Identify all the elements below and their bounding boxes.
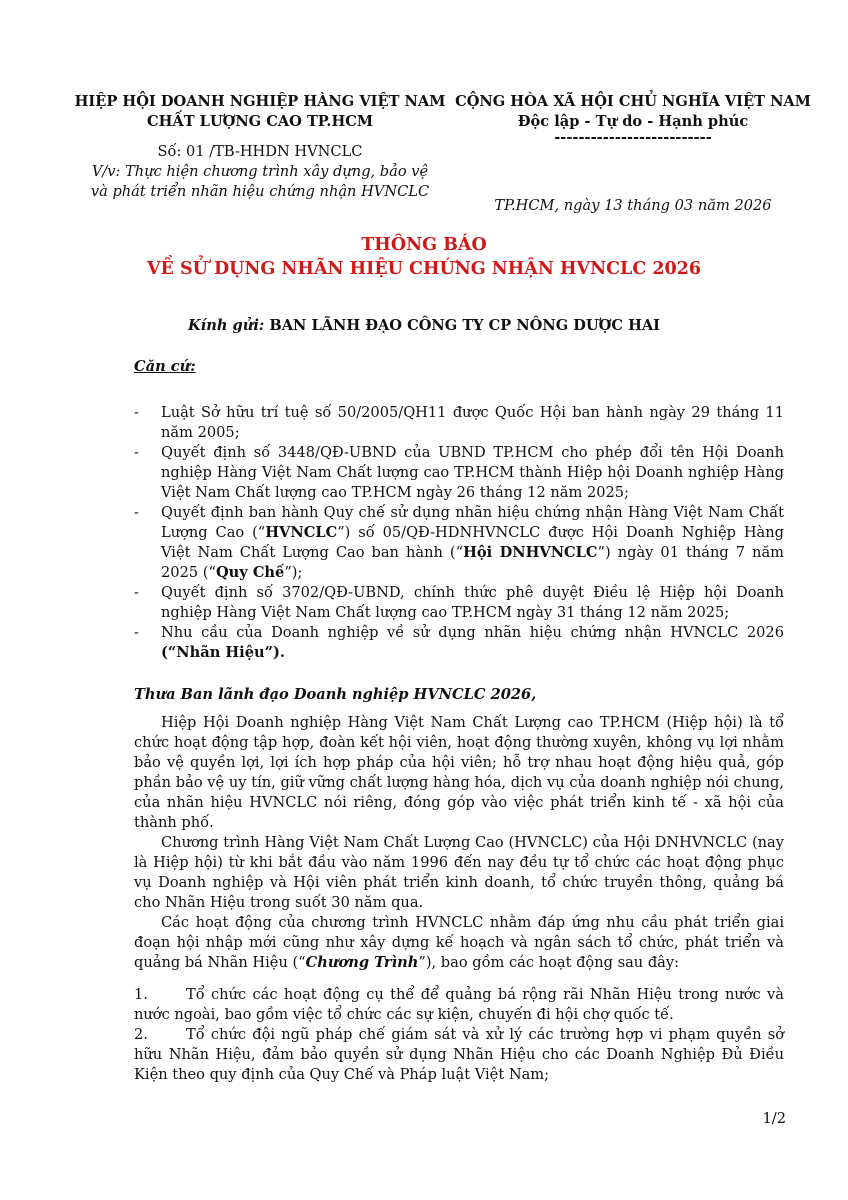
paragraph-text: Chương trình Hàng Việt Nam Chất Lượng Cao (HVNCLC) của Hội DNHVNCLC (nay là Hiệp hội) từ khi bắt đầu vào năm 1996 đến nay đều tự tổ chức các hoạt động phục vụ Doanh nghiệp và Hội viên phát triển kinh doanh, tổ chức truyền thông, quảng bá cho Nhãn Hiệu trong suốt 30 năm qua.	[134, 834, 784, 911]
basis-term-hoi: Hội DNHVNCLC	[463, 544, 598, 561]
basis-text: Quyết định số 3448/QĐ-UBND của UBND TP.HCM cho phép đổi tên Hội Doanh nghiệp Hàng Việt Nam Chất lượng cao TP.HCM thành Hiệp hội Doanh nghiệp Hàng Việt Nam Chất lượng cao TP.HCM ngày 26 tháng 12 năm 2025;	[161, 444, 784, 501]
basis-text: Quyết định ban hành Quy chế sử dụng nhãn hiệu chứng nhận Hàng Việt Nam Chất Lượng Cao (“	[161, 504, 784, 541]
header-separator: --------------------------	[554, 129, 712, 146]
basis-text: ”);	[284, 564, 303, 581]
basis-term-nhanhieu: (“Nhãn Hiệu”).	[161, 644, 286, 661]
issuer-name-line1: HIỆP HỘI DOANH NGHIỆP HÀNG VIỆT NAM	[74, 93, 446, 110]
subject-line2: và phát triển nhãn hiệu chứng nhận HVNCLC	[90, 183, 430, 200]
page-number: 1/2	[762, 1110, 786, 1127]
activity-text: Tổ chức các hoạt động cụ thể để quảng bá rộng rãi Nhãn Hiệu trong nước và nước ngoài, bao gồm việc tổ chức các sự kiện, chuyến đi hội chợ quốc tế.	[134, 986, 784, 1023]
title-line2: VỀ SỬ DỤNG NHÃN HIỆU CHỨNG NHẬN HVNCLC 2026	[146, 259, 702, 279]
activity-number: 2.	[134, 1026, 148, 1043]
basis-text: ”) số 05/QĐ-HDNHVNCLC được Hội Doanh Nghiệp Hàng Việt Nam Chất Lượng Cao ban hành (“	[161, 524, 784, 561]
paragraph-text: Các hoạt động của chương trình HVNCLC nhằm đáp ứng nhu cầu phát triển giai đoạn hội nhập mới cũng như xây dựng kế hoạch và ngân sách tổ chức, phát triển và quảng bá Nhãn Hiệu (“	[134, 914, 784, 971]
activity-item	[134, 1025, 784, 1085]
issuer-name-line2: CHẤT LƯỢNG CAO TP.HCM	[146, 113, 374, 130]
activity-item	[134, 985, 784, 1025]
term-chuong-trinh: Chương Trình	[305, 954, 419, 971]
recipient-label: Kính gửi:	[187, 317, 265, 334]
basis-item	[134, 443, 784, 503]
basis-item	[134, 583, 784, 623]
basis-text: Quyết định số 3702/QĐ-UBND, chính thức phê duyệt Điều lệ Hiệp hội Doanh nghiệp Hàng Việt Nam Chất lượng cao TP.HCM ngày 31 tháng 12 năm 2025;	[161, 584, 784, 621]
basis-item	[134, 503, 784, 583]
document-title	[0, 233, 848, 281]
basis-text: ”) ngày 01 tháng 7 năm 2025 (“	[161, 544, 784, 581]
basis-heading: Căn cứ:	[134, 358, 196, 375]
document-number: Số: 01 /TB-HHDN HVNCLC	[157, 143, 363, 160]
activity-number: 1.	[134, 986, 148, 1003]
body-paragraph-1	[134, 713, 784, 833]
greeting: Thưa Ban lãnh đạo Doanh nghiệp HVNCLC 2026,	[134, 686, 537, 703]
title-line1: THÔNG BÁO	[361, 235, 487, 255]
subject-line1: V/v: Thực hiện chương trình xây dựng, bảo vệ	[91, 163, 429, 180]
recipient-name: BAN LÃNH ĐẠO CÔNG TY CP NÔNG DƯỢC HAI	[269, 317, 661, 334]
bullet-dash: -	[134, 584, 139, 601]
basis-term-hvnclc: HVNCLC	[265, 524, 338, 541]
basis-item	[134, 403, 784, 443]
basis-text: Nhu cầu của Doanh nghiệp về sử dụng nhãn hiệu chứng nhận HVNCLC 2026	[161, 624, 784, 641]
body-paragraph-3	[134, 913, 784, 973]
body-paragraph-2	[134, 833, 784, 913]
recipient-line	[0, 317, 848, 334]
activities-list	[134, 985, 784, 1085]
national-motto: Độc lập - Tự do - Hạnh phúc	[517, 113, 749, 130]
issue-date: TP.HCM, ngày 13 tháng 03 năm 2026	[494, 197, 772, 214]
national-header-block	[448, 92, 818, 216]
basis-text: Luật Sở hữu trí tuệ số 50/2005/QH11 được Quốc Hội ban hành ngày 29 tháng 11 năm 2005;	[161, 404, 784, 441]
paragraph-text: ”), bao gồm các hoạt động sau đây:	[418, 954, 680, 971]
bullet-dash: -	[134, 444, 139, 461]
paragraph-text: Hiệp Hội Doanh nghiệp Hàng Việt Nam Chất Lượng cao TP.HCM (Hiệp hội) là tổ chức hoạt động tập hợp, đoàn kết hội viên, hoạt động thường xuyên, không vụ lợi nhằm bảo vệ quyền lợi, lợi ích hợp pháp của hội viên; hỗ trợ nhau hoạt động hiệu quả, góp phần bảo vệ uy tín, giữ vững chất lượng hàng hóa, dịch vụ của doanh nghiệp nói chung, của nhãn hiệu HVNCLC nói riêng, đóng góp vào việc phát triển kinh tế - xã hội của thành phố.	[134, 714, 784, 831]
bullet-dash: -	[134, 404, 139, 421]
activity-text: Tổ chức đội ngũ pháp chế giám sát và xử lý các trường hợp vi phạm quyền sở hữu Nhãn Hiệu, đảm bảo quyền sử dụng Nhãn Hiệu cho các Doanh Nghiệp Đủ Điều Kiện theo quy định của Quy Chế và Pháp luật Việt Nam;	[134, 1026, 784, 1083]
issuer-block	[70, 92, 450, 202]
bullet-dash: -	[134, 624, 139, 641]
bullet-dash: -	[134, 504, 139, 521]
nation-name: CỘNG HÒA XÃ HỘI CHỦ NGHĨA VIỆT NAM	[455, 93, 811, 110]
basis-term-quyche: Quy Chế	[215, 564, 285, 581]
basis-item	[134, 623, 784, 663]
basis-list	[134, 403, 784, 663]
